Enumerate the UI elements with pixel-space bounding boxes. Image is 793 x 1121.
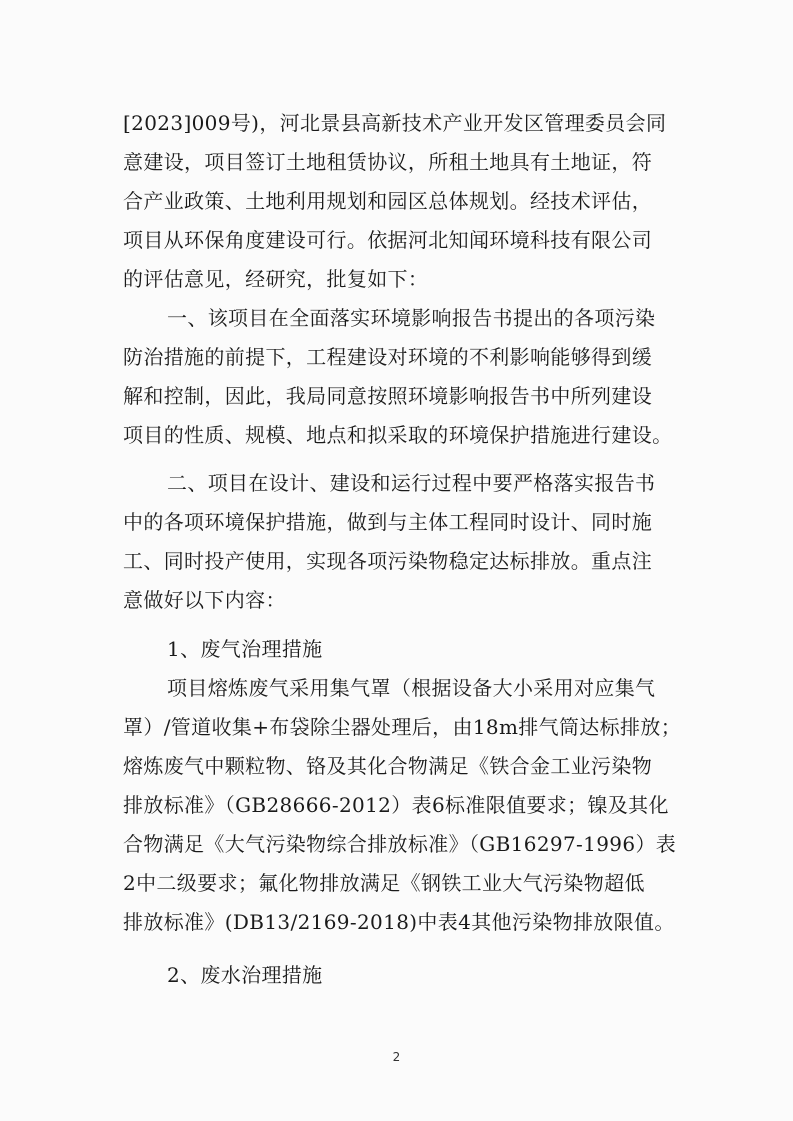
paragraph-start-line: 一、该项目在全面落实环境影响报告书提出的各项污染 [167,306,656,330]
text-line: 项目从环保角度建设可行。依据河北知闻环境科技有限公司 [123,228,653,252]
paragraph-start-line: 二、项目在设计、建设和运行过程中要严格落实报告书 [167,471,656,495]
text-line: [2023]009号)，河北景县高新技术产业开发区管理委员会同 [123,111,667,135]
text-line: 排放标准》(DB13/2169-2018)中表4其他污染物排放限值。 [123,910,675,934]
text-line: 合物满足《大气污染物综合排放标准》（GB16297-1996）表 [123,832,677,856]
text-line: 2中二级要求；氟化物排放满足《钢铁工业大气污染物超低 [123,871,645,895]
text-line: 意建设，项目签订土地租赁协议，所租土地具有土地证，符 [123,150,653,174]
paragraph-start-line: 项目熔炼废气采用集气罩（根据设备大小采用对应集气 [167,676,656,700]
text-line: 合产业政策、土地利用规划和园区总体规划。经技术评估， [123,189,653,213]
page-number: 2 [392,1050,401,1064]
text-line: 解和控制，因此，我局同意按照环境影响报告书中所列建设 [123,384,653,408]
text-line: 熔炼废气中颗粒物、铬及其化合物满足《铁合金工业污染物 [123,754,653,778]
text-line: 中的各项环境保护措施，做到与主体工程同时设计、同时施 [123,510,653,534]
text-line: 意做好以下内容： [123,588,286,612]
text-line: 工、同时投产使用，实现各项污染物稳定达标排放。重点注 [123,549,653,573]
section-heading: 2、废水治理措施 [167,963,323,987]
text-line: 项目的性质、规模、地点和拟采取的环境保护措施进行建设。 [123,423,673,447]
section-heading: 1、废气治理措施 [167,637,323,661]
text-line: 的评估意见，经研究，批复如下： [123,267,429,291]
text-line: 排放标准》（GB28666-2012）表6标准限值要求；镍及其化 [123,793,669,817]
text-line: 防治措施的前提下，工程建设对环境的不利影响能够得到缓 [123,345,653,369]
text-line: 罩）/管道收集+布袋除尘器处理后，由18m排气筒达标排放； [123,715,682,739]
